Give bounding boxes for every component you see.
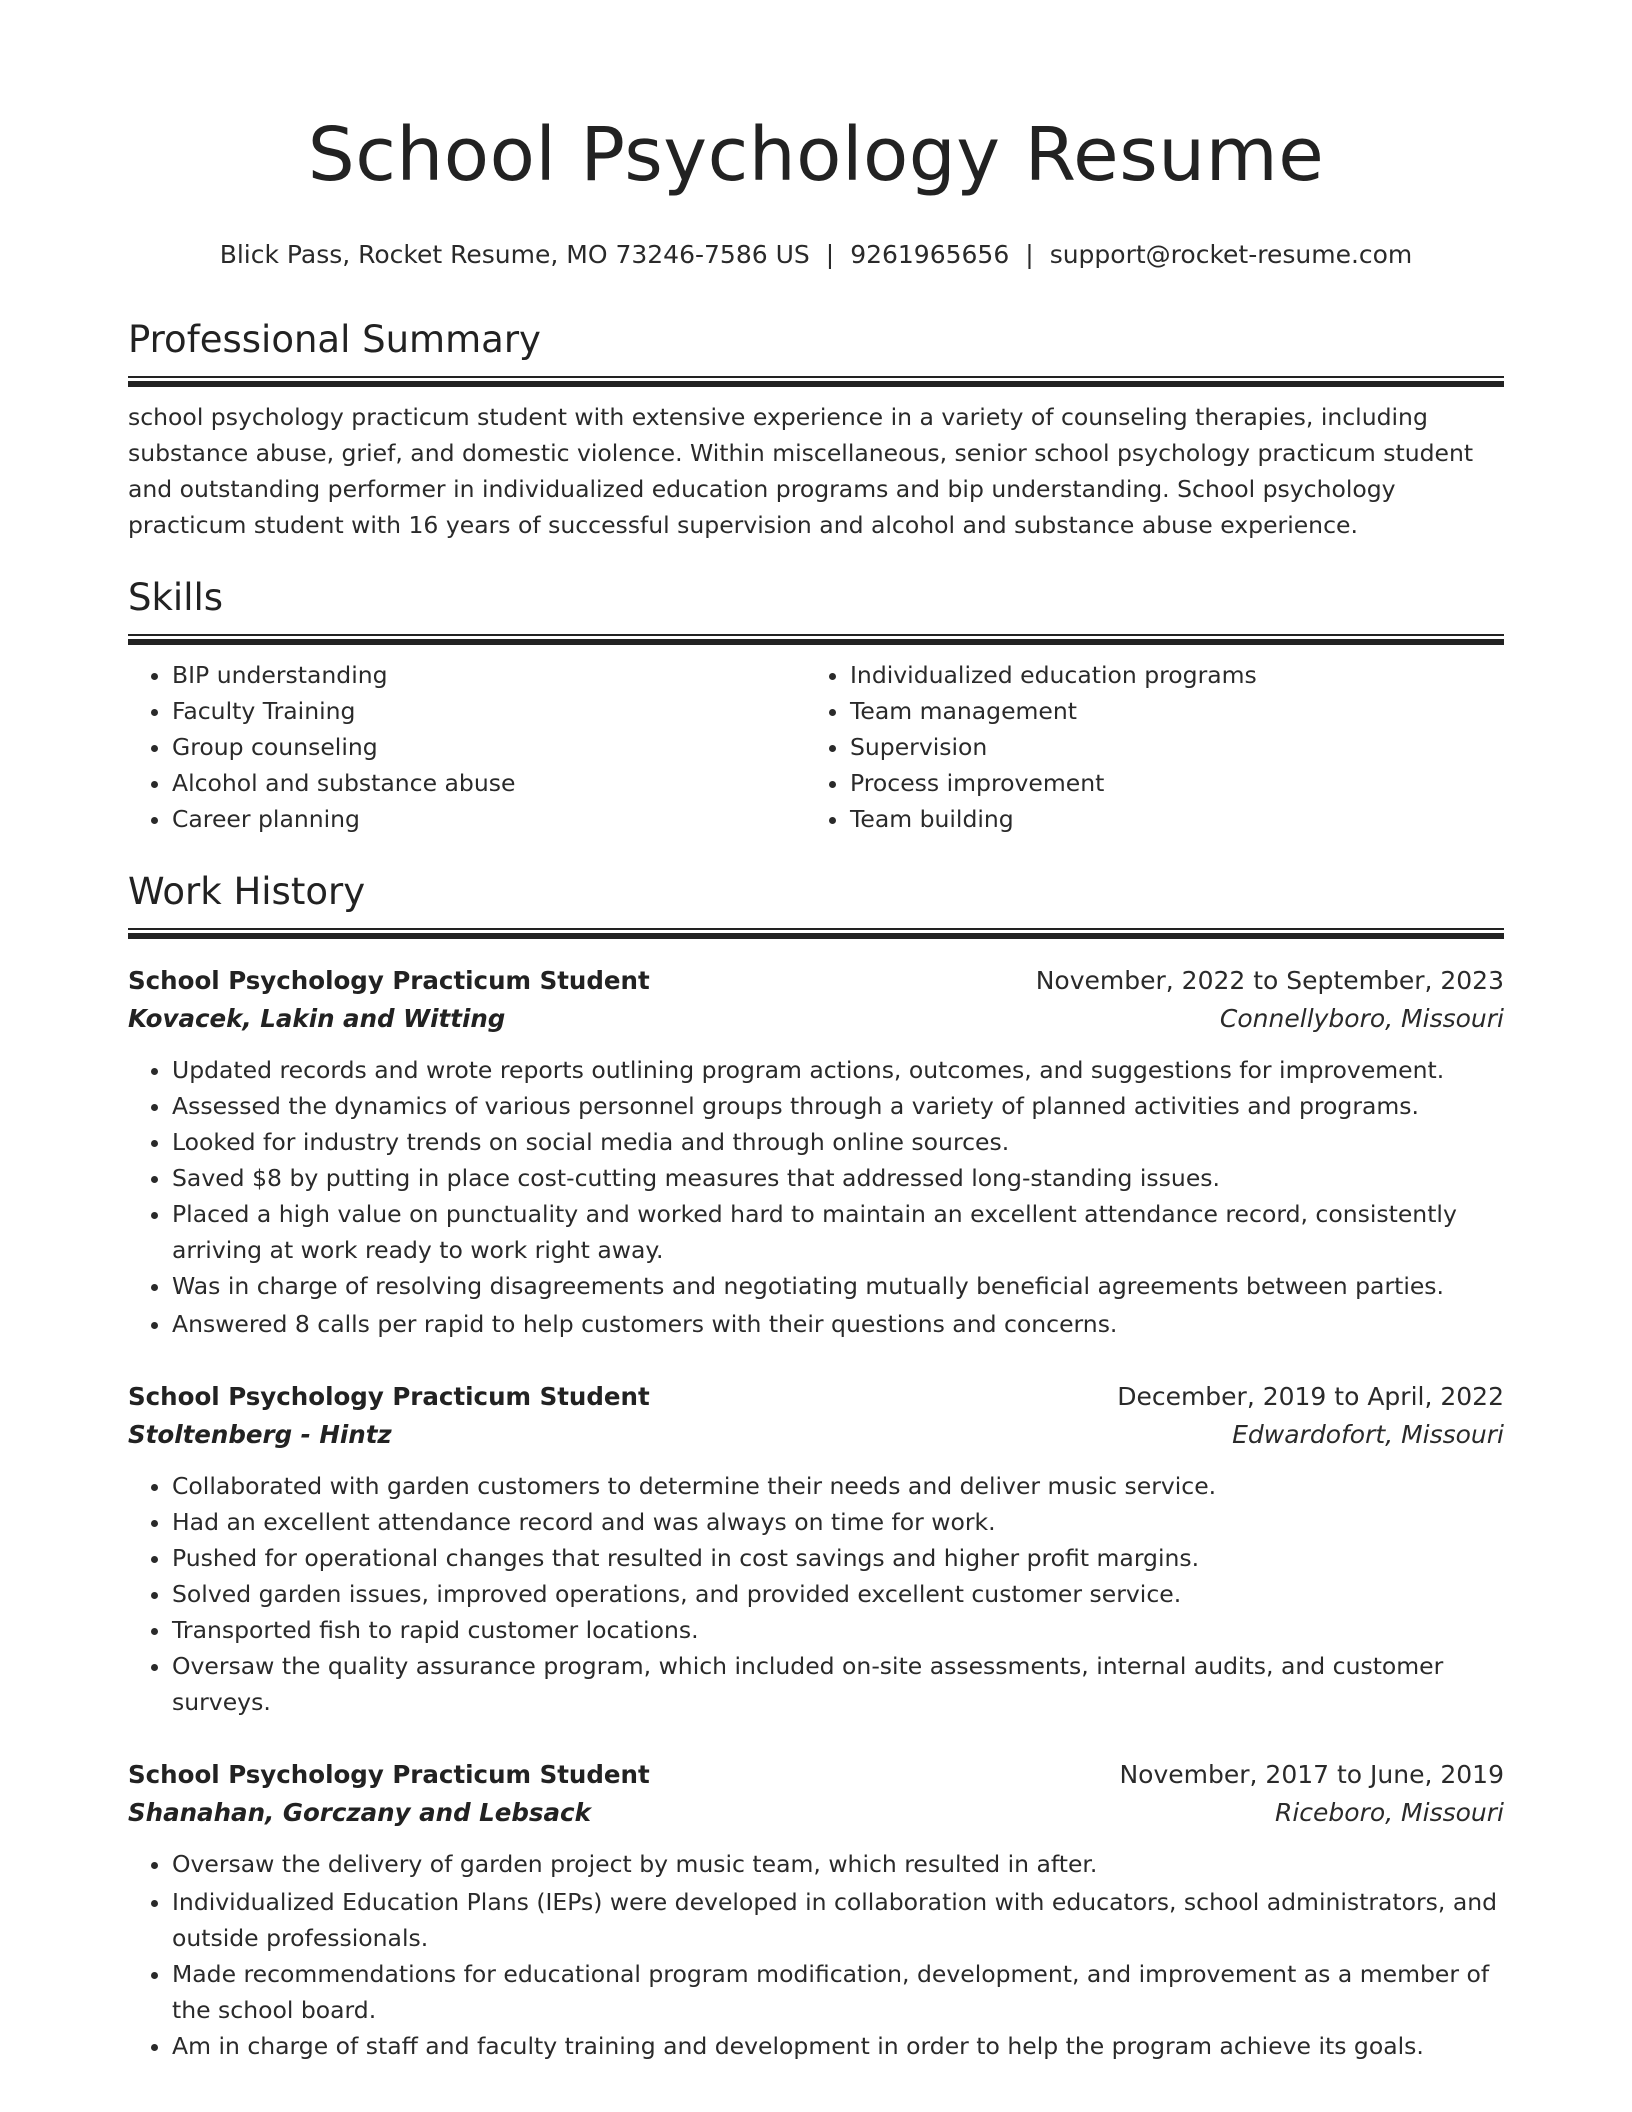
skill-item: • Process improvement <box>850 765 1484 801</box>
contact-separator: | <box>1025 240 1034 269</box>
job-entry <box>128 1756 1504 2064</box>
skill-item: • Individualized education programs <box>850 657 1484 693</box>
job-company: Stoltenberg - Hintz <box>128 1420 392 1449</box>
list-item: • Was in charge of resolving disagreements and negotiating mutually beneficial agreements between parties. <box>172 1268 1504 1304</box>
list-item: • Am in charge of staff and faculty training and development in order to help the program achieve its goals. <box>172 2028 1504 2064</box>
list-item: • Had an excellent attendance record and was always on time for work. <box>172 1504 1504 1540</box>
work-history-section <box>128 870 1504 939</box>
list-item: • Made recommendations for educational program modification, development, and improvement as a member of the school board. <box>172 1956 1504 2028</box>
contact-line <box>128 240 1504 269</box>
skills-section <box>128 576 1504 837</box>
skills-heading: Skills <box>128 576 224 619</box>
resume-title: School Psychology Resume <box>307 112 1325 198</box>
job-dates: December, 2019 to April, 2022 <box>1117 1382 1504 1411</box>
skill-item: • Supervision <box>850 729 1484 765</box>
list-item: • Pushed for operational changes that resulted in cost savings and higher profit margins. <box>172 1540 1504 1576</box>
job-bullets <box>128 1846 1504 2064</box>
job-company-row <box>128 1794 1504 1832</box>
list-item: • Oversaw the delivery of garden project by music team, which resulted in after. <box>172 1846 1504 1882</box>
job-title: School Psychology Practicum Student <box>128 966 650 995</box>
skill-item: • Team management <box>850 693 1484 729</box>
contact-email[interactable]: support@rocket-resume.com <box>1049 240 1413 269</box>
list-item: • Solved garden issues, improved operations, and provided excellent customer service. <box>172 1576 1504 1612</box>
job-title: School Psychology Practicum Student <box>128 1382 650 1411</box>
contact-separator: | <box>825 240 835 269</box>
list-item: • Individualized Education Plans (IEPs) were developed in collaboration with educators, school administrators, and outside professionals. <box>172 1884 1504 1956</box>
skill-item: • Group counseling <box>172 729 806 765</box>
job-entry <box>128 1378 1504 1720</box>
list-item: • Assessed the dynamics of various personnel groups through a variety of planned activities and programs. <box>172 1088 1504 1124</box>
job-location: Riceboro, Missouri <box>1274 1798 1504 1827</box>
job-title-row <box>128 962 1504 1000</box>
contact-address: Blick Pass, Rocket Resume, MO 73246-7586 US <box>219 240 810 269</box>
job-location: Connellyboro, Missouri <box>1219 1004 1504 1033</box>
skills-grid <box>128 657 1504 837</box>
list-item: • Oversaw the quality assurance program, which included on-site assessments, internal audits, and customer surveys. <box>172 1648 1504 1720</box>
skill-item: • Career planning <box>172 801 806 837</box>
section-divider <box>128 928 1504 939</box>
list-item: • Saved $8 by putting in place cost-cutting measures that addressed long-standing issues. <box>172 1160 1504 1196</box>
skill-item: • BIP understanding <box>172 657 806 693</box>
job-entry <box>128 962 1504 1342</box>
job-title-row <box>128 1378 1504 1416</box>
job-dates: November, 2022 to September, 2023 <box>1035 966 1504 995</box>
list-item: • Looked for industry trends on social media and through online sources. <box>172 1124 1504 1160</box>
summary-heading: Professional Summary <box>128 318 541 361</box>
skill-item: • Alcohol and substance abuse <box>172 765 806 801</box>
job-title: School Psychology Practicum Student <box>128 1760 650 1789</box>
list-item: • Answered 8 calls per rapid to help customers with their questions and concerns. <box>172 1306 1504 1342</box>
skills-column-right <box>806 657 1484 837</box>
list-item: • Transported fish to rapid customer locations. <box>172 1612 1504 1648</box>
job-company: Shanahan, Gorczany and Lebsack <box>128 1798 591 1827</box>
job-bullets <box>128 1468 1504 1720</box>
summary-section <box>128 318 1504 543</box>
job-company: Kovacek, Lakin and Witting <box>128 1004 506 1033</box>
skill-item: • Team building <box>850 801 1484 837</box>
list-item: • Updated records and wrote reports outlining program actions, outcomes, and suggestions for improvement. <box>172 1052 1504 1088</box>
list-item: • Placed a high value on punctuality and worked hard to maintain an excellent attendance record, consistently arriving at work ready to work right away. <box>172 1196 1504 1268</box>
section-divider <box>128 376 1504 387</box>
job-location: Edwardofort, Missouri <box>1232 1420 1504 1449</box>
job-dates: November, 2017 to June, 2019 <box>1119 1760 1504 1789</box>
job-company-row <box>128 1000 1504 1038</box>
job-title-row <box>128 1756 1504 1794</box>
section-divider <box>128 634 1504 645</box>
job-company-row <box>128 1416 1504 1454</box>
list-item: • Collaborated with garden customers to determine their needs and deliver music service. <box>172 1468 1504 1504</box>
contact-phone: 9261965656 <box>850 240 1010 269</box>
summary-text: school psychology practicum student with extensive experience in a variety of counseling therapies, including substance abuse, grief, and domestic violence. Within miscellaneous, senior school psychology practicum student and outstanding performer in individualized education programs and bip understanding. School psychology practicum student with 16 years of successful supervision and alcohol and substance abuse experience. <box>128 403 1474 540</box>
skill-item: • Faculty Training <box>172 693 806 729</box>
work-history-heading: Work History <box>128 870 366 913</box>
skills-column-left <box>128 657 806 837</box>
job-bullets <box>128 1052 1504 1342</box>
